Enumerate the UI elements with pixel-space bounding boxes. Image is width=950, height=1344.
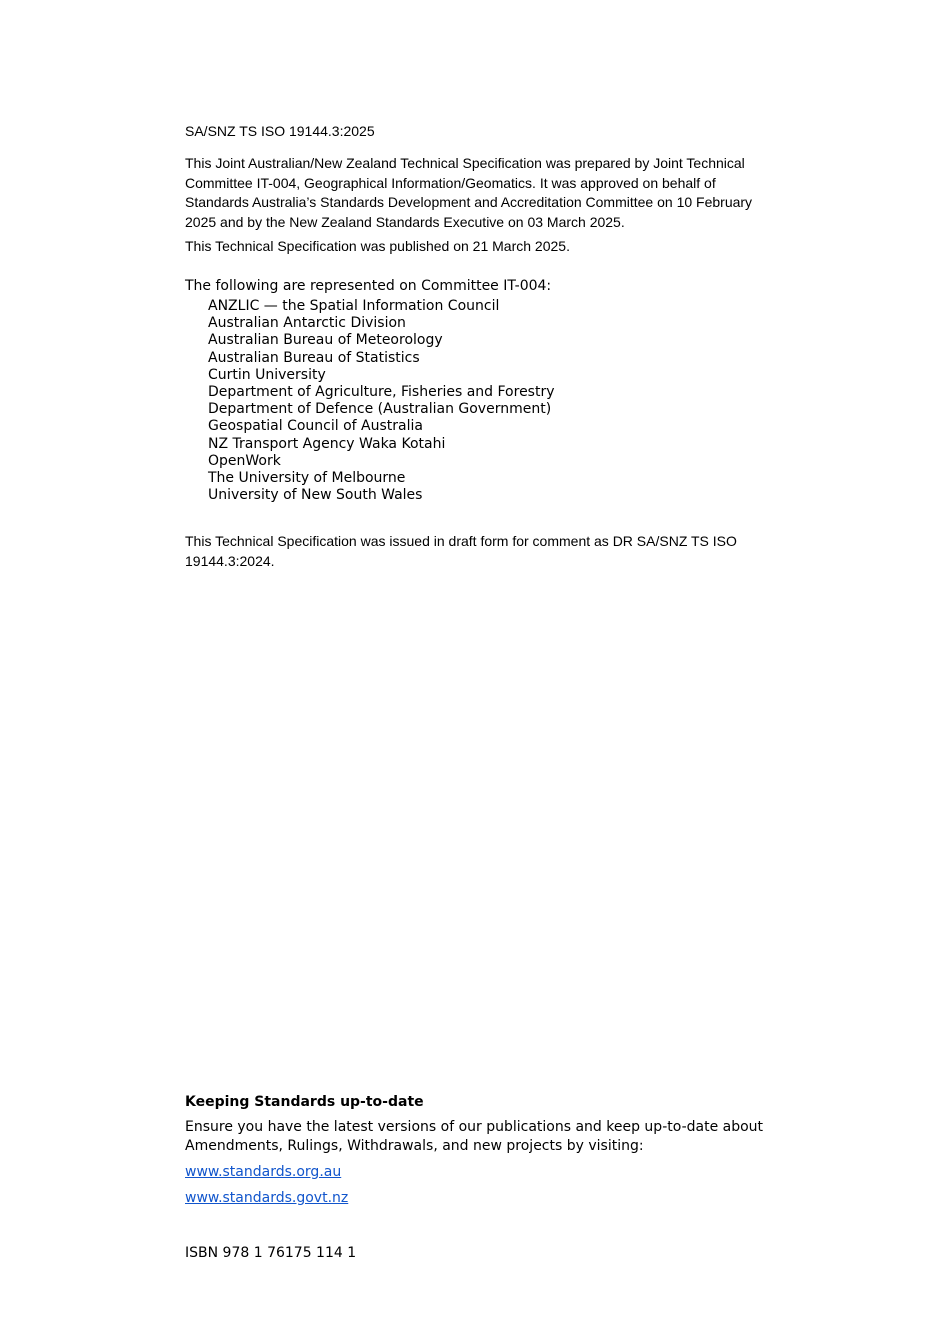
committee-member: Australian Antarctic Division xyxy=(208,315,406,332)
standards-australia-link[interactable]: www.standards.org.au xyxy=(185,1164,342,1180)
standards-new-zealand-link[interactable]: www.standards.govt.nz xyxy=(185,1190,349,1206)
keeping-up-to-date-heading: Keeping Standards up-to-date xyxy=(185,1094,424,1110)
publication-paragraph: This Technical Specification was published on 21 March 2025. xyxy=(185,238,570,254)
committee-intro: The following are represented on Committee IT-004: xyxy=(185,278,552,294)
committee-member: Geospatial Council of Australia xyxy=(208,418,423,435)
committee-member: Australian Bureau of Statistics xyxy=(208,349,420,366)
committee-member: University of New South Wales xyxy=(208,487,423,504)
committee-member: Curtin University xyxy=(208,366,326,383)
committee-member: Department of Agriculture, Fisheries and Forestry xyxy=(208,384,555,401)
preparation-paragraph: This Joint Australian/New Zealand Technical Specification was prepared by Joint Technical Committee IT-004, Geographical Information/Geomatics. It was approved on behalf of Standards Australia’s Standards Development and Accreditation Committee on 10 February 2025 and by the New Zealand Standards Executive on 03 March 2025. xyxy=(185,155,753,230)
keeping-up-to-date-paragraph: Ensure you have the latest versions of our publications and keep up-to-date about Amendments, Rulings, Withdrawals, and new projects by visiting: xyxy=(185,1119,764,1154)
committee-member: NZ Transport Agency Waka Kotahi xyxy=(208,435,446,452)
document-designation: SA/SNZ TS ISO 19144.3:2025 xyxy=(185,123,375,139)
committee-member-list xyxy=(208,298,708,504)
committee-member: Department of Defence (Australian Government) xyxy=(208,401,552,418)
isbn-number: ISBN 978 1 76175 114 1 xyxy=(185,1245,357,1261)
committee-member: Australian Bureau of Meteorology xyxy=(208,332,443,349)
committee-member: The University of Melbourne xyxy=(208,470,406,487)
committee-member: ANZLIC — the Spatial Information Council xyxy=(208,298,500,314)
draft-paragraph: This Technical Specification was issued in draft form for comment as DR SA/SNZ TS ISO 19144.3:2024. xyxy=(185,533,737,569)
committee-member: OpenWork xyxy=(208,452,281,469)
